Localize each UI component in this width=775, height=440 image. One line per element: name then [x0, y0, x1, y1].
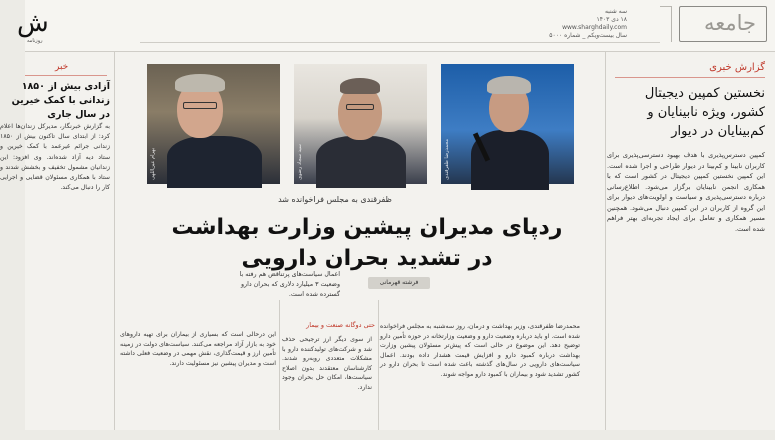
headline-line-1: ردپای مدیران پیشین وزارت بهداشت [171, 215, 563, 240]
masthead-rule [140, 42, 660, 43]
left-body-text: به گزارش خبرنگار، مدیرکل زندان‌ها اعلام کرد: از ابتدای سال تاکنون بیش از ۱۸۵۰ زندانی جرائم غیرعمد با کمک خیرین و ستاد دیه آزاد شده‌اند. وی افزود: این زندانیان مشمول تخفیف و بخشش شدند و ستاد با همکاری مسئولان قضایی و اجرایی کار را دنبال می‌کند. [0, 123, 110, 192]
column-rule [279, 300, 280, 430]
right-news-column [605, 52, 775, 430]
author-badge: فرشته قهرمانی [368, 277, 430, 289]
hair-shape [340, 78, 380, 94]
masthead [17, 0, 775, 52]
photo-caption: سید سجاد رضوی [297, 144, 303, 180]
article-kicker: ظفرقندی به مجلس فراخوانده شد [278, 195, 392, 204]
suit-shape [167, 136, 262, 188]
issue-number: سال بیست‌ویکم _ شماره ۵۰۰۰ [549, 32, 627, 39]
left-section-label: خبر [55, 62, 69, 72]
photo-official-3 [147, 64, 280, 184]
article-headline [157, 212, 577, 274]
issue-date: ۱۸ دی ۱۴۰۳ [596, 16, 627, 23]
right-section-rule [615, 77, 765, 78]
byline [325, 277, 445, 289]
headline-line-2: در تشدید بحران دارویی [241, 246, 493, 271]
newspaper-logo: ش [17, 8, 49, 38]
section-logo-text: جامعه [703, 11, 756, 35]
suit-shape [471, 130, 549, 190]
photo-caption: بهرام عین‌اللهی [150, 148, 156, 180]
photo-official-microphone [441, 64, 574, 184]
right-body-text: کمپین دسترس‌پذیری با هدف بهبود دسترسی‌پذیری برای کاربران نابینا و کم‌بینا در دیوار طراحی و اجرا شده است. این کمپین نخستین کمپین دیجیتال در کشور است که با همکاری انجمن نابینایان برگزار می‌شود. اطلاع‌رسانی درباره دسترسی‌پذیری و سیاست و اولویت‌های دیوار برای این گروه از کاربران در این کمپین دنبال می‌شود. همچنین مسیر همکاری و تعامل برای ایجاد تجربه‌ای بهتر فراهم شده است. [607, 151, 765, 233]
masthead-corner [660, 6, 672, 42]
hair-shape [487, 76, 531, 94]
article-body-column-2: از سوی دیگر ارز ترجیحی حذف شد و شرکت‌های تولیدکننده دارو با مشکلات متعددی روبه‌رو شدند. کارشناسان معتقدند بدون اصلاح سیاست‌ها، امکان حل بحران وجود ندارد. [282, 336, 372, 391]
article-dek: اعمال سیاست‌های پرتناقض هم رفته با وضعیت ۳ میلیارد دلاری که بحران دارو گسترده شده است. [239, 271, 340, 298]
left-news-column [0, 52, 115, 430]
suit-shape [316, 136, 406, 188]
article-body-column-1: محمدرضا ظفرقندی، وزیر بهداشت و درمان، روز سه‌شنبه به مجلس فراخوانده شده است. او باید درباره وضعیت دارو و وضعیت وزارتخانه در حوزه تأمین دارو توضیح دهد. این موضوع در حالی است که پیش‌تر مسئولان پیشین وزارت بهداشت درباره کمبود دارو و افزایش قیمت هشدار داده بودند. اعمال سیاست‌های دارویی در سال‌های گذشته باعث شده است تا بحران دارو در کشور تشدید شود و بیماران با کمبود دارو مواجه شوند. [380, 323, 580, 378]
left-section-rule [25, 75, 107, 76]
article-body-column-3: این درحالی است که بسیاری از بیماران برای تهیه داروهای خود به بازار آزاد مراجعه می‌کنند. سیاست‌های دولت در زمینه تأمین ارز و قیمت‌گذاری، نقش مهمی در وضعیت فعلی داشته است و مدیران پیشین نیز مسئولیت دارند. [120, 331, 276, 367]
right-section-label: گزارش خبری [709, 62, 765, 73]
glasses-shape [183, 102, 217, 109]
article-subhead: حتی دوگانه صنعت و بیمار [306, 321, 375, 329]
column-rule [378, 300, 379, 430]
newspaper-logo-sub: روزنامه [27, 38, 43, 44]
left-headline: آزادی بیش از ۱۸۵۰ زندانی با کمک خیرین در سال جاری [11, 81, 110, 120]
person-figure [441, 64, 574, 184]
photo-caption: محمدرضا ظفرقندی [444, 139, 450, 180]
photo-official-2 [294, 64, 427, 184]
issue-day: سه شنبه [604, 8, 627, 15]
person-figure [294, 64, 427, 184]
right-headline: نخستین کمپین دیجیتال کشور، ویژه نابینایان و کم‌بینایان در دیوار [644, 86, 765, 139]
person-figure [147, 64, 280, 184]
glasses-shape [346, 104, 374, 110]
hair-shape [175, 74, 225, 92]
issue-website: www.sharghdaily.com [562, 24, 627, 31]
section-logo [679, 6, 767, 42]
issue-info [517, 8, 627, 40]
